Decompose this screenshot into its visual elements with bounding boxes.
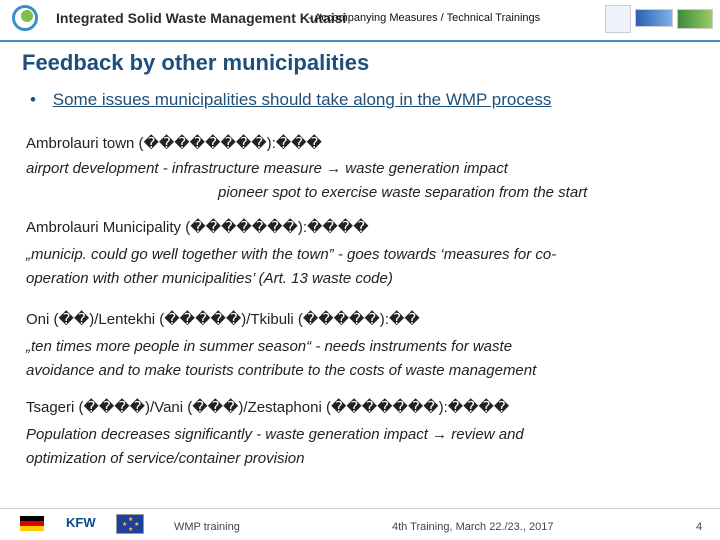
footer-center-text: 4th Training, March 22./23., 2017: [392, 521, 554, 533]
bullet-icon: •: [30, 90, 36, 109]
footer-left-text: WMP training: [174, 521, 240, 533]
block-line: optimization of service/container provision: [26, 450, 305, 467]
consultant-logo-icon: [635, 9, 673, 27]
block-line: „ten times more people in summer season“ - needs instruments for waste: [26, 338, 513, 355]
kfw-logo: KFW: [66, 515, 96, 530]
block-heading: Ambrolauri town (��������):���: [26, 135, 322, 152]
brand-title: Integrated Solid Waste Management Kutaisi: [56, 10, 347, 26]
page-number: 4: [696, 521, 703, 533]
project-logo-icon: [12, 5, 38, 31]
georgia-logo-icon: [677, 9, 713, 29]
block-line: „municip. could go well together with the town” - goes towards ‘measures for co-: [26, 246, 557, 263]
block-line: avoidance and to make tourists contribute to the costs of waste management: [26, 362, 537, 379]
block-line: pioneer spot to exercise waste separation from the start: [218, 184, 588, 201]
bullet-item: [30, 90, 551, 110]
pem-logo-icon: [605, 5, 631, 33]
block-line: airport development - infrastructure measure → waste generation impact: [26, 160, 508, 177]
block-heading: Tsageri (����)/Vani (���)/Zestaphoni (�������):����: [26, 399, 510, 416]
header-subtitle: - Accompanying Measures / Technical Trainings: [308, 12, 541, 24]
block-heading: Ambrolauri Municipality (�������):����: [26, 219, 369, 236]
block-line: Population decreases significantly - waste generation impact → review and: [26, 426, 524, 443]
slide-title: Feedback by other municipalities: [22, 50, 370, 75]
footer-rule: [0, 508, 720, 509]
header-rule: [0, 40, 720, 42]
block-line: operation with other municipalities’ (Art. 13 waste code): [26, 270, 393, 287]
bullet-text: Some issues municipalities should take along in the WMP process: [52, 90, 552, 109]
slide-header: [0, 0, 720, 40]
partner-logos: [605, 5, 715, 35]
footer-logos: [12, 512, 142, 536]
eu-flag-icon: ★ ★ ★ ★: [116, 514, 144, 534]
block-heading: Oni (��)/Lentekhi (�����)/Tkibuli (�����):��: [26, 311, 420, 328]
german-cooperation-logo-icon: [12, 514, 52, 534]
